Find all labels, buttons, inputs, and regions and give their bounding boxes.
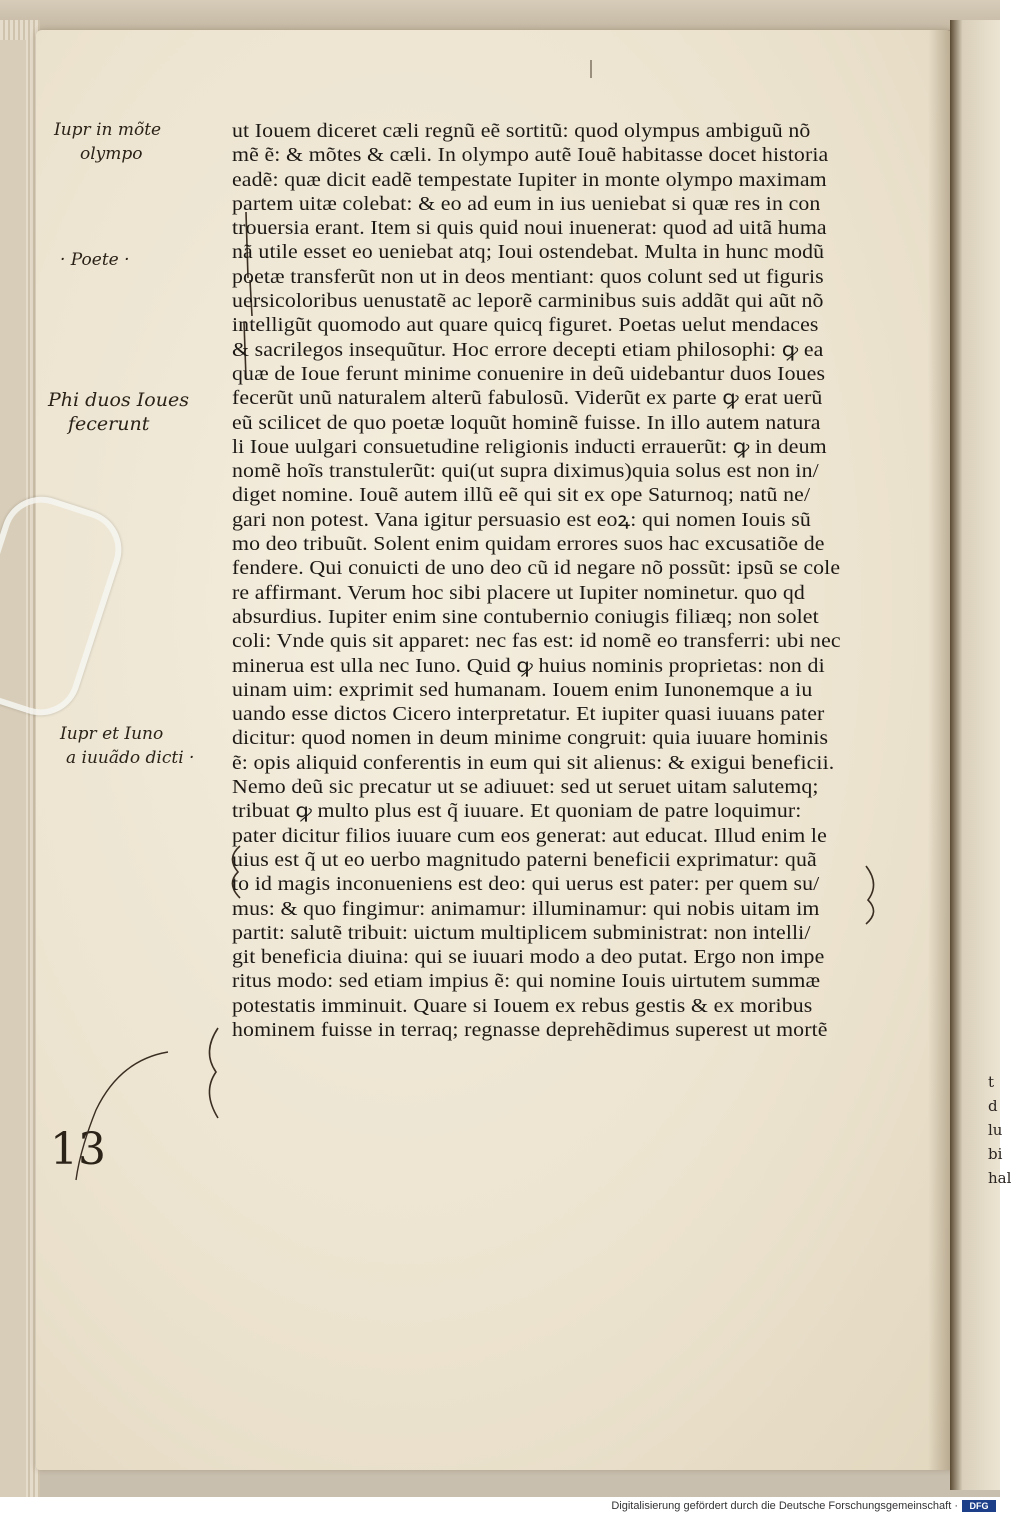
text-line: re affirmant. Verum hoc sibi placere ut Iupiter nominetur. quo qd: [232, 582, 805, 604]
marginal-note-number: 13: [50, 1124, 106, 1175]
text-line: git beneficia diuina: qui se iuuari modo a deo putat. Ergo non impe: [232, 947, 825, 969]
text-line: eadẽ: quæ dicit eadẽ tempestate Iupiter in monte olympo maximam: [232, 169, 827, 191]
text-line: trouersia erant. Item si quis quid noui inuenerat: quod ad uitã huma: [232, 218, 827, 240]
text-line: nomẽ hoĩs transtulerũt: qui(ut supra diximus)quia solus est non in/: [232, 461, 819, 483]
footer-credit: Digitalisierung gefördert durch die Deutsche Forschungsgemeinschaft ·: [611, 1500, 958, 1512]
text-line: uando esse dictos Cicero interpretatur. Et iupiter quasi iuuans pater: [232, 704, 825, 726]
bracket-left-5: [209, 1028, 218, 1118]
text-line: tribuat ꝙ multo plus est q̃ iuuare. Et quoniam de patre loquimur:: [232, 801, 802, 823]
note-line: olympo: [80, 144, 143, 164]
flourish-stroke: [76, 1052, 168, 1180]
text-line: ẽ: opis aliquid conferentis in eum qui sit alienus: & exigui beneficii.: [232, 752, 835, 774]
marginal-note-poete: · Poete ·: [60, 250, 130, 270]
text-line: mo deo tribuũt. Solent enim quidam errores suos hac excusatiõe de: [232, 534, 825, 556]
text-line: potestatis imminuit. Quare si Iouem ex rebus gestis & ex moribus: [232, 995, 813, 1017]
text-line: fendere. Qui conuicti de uno deo cũ id negare nõ possũt: ipsũ se cole: [232, 558, 841, 580]
text-line: uinam uim: exprimit sed humanam. Iouem enim Iunonemque a iu: [232, 679, 813, 701]
text-line: quæ de Ioue ferunt minime conuenire in deũ uidebantur duos Ioues: [232, 363, 826, 385]
facing-fragment: hal: [988, 1169, 1011, 1187]
text-line: minerua est ulla nec Iuno. Quid ꝙ huius nominis proprietas: non di: [232, 655, 825, 677]
text-line: nã utile esset eo ueniebat atq; Ioui ostendebat. Multa in hunc modũ: [232, 242, 825, 264]
text-line: poetæ transferũt non ut in deos mentiant: quos colunt sed ut figuris: [232, 266, 824, 288]
text-line: Nemo deũ sic precatur ut se adiuuet: sed ut seruet uitam salutemq;: [232, 777, 819, 799]
main-text-block: [232, 120, 862, 1043]
text-line: ut Iouem diceret cæli regnũ eẽ sortitũ: quod olympus ambiguũ nõ: [232, 121, 811, 142]
note-line: a iuuãdo dicti ·: [66, 748, 195, 768]
text-line: dicitur: quod nomen in deum minime congruit: quia iuuare hominis: [232, 728, 829, 750]
text-line: gari non potest. Vana igitur persuasio est eoꝝ: qui nomen Iouis sũ: [232, 509, 811, 531]
note-line: Iupr in mõte: [54, 120, 162, 140]
text-line: diget nomine. Iouẽ autem illũ eẽ qui sit ex ope Saturnoq; natũ ne/: [232, 485, 811, 507]
text-line: fecerũt unũ naturalem alterũ fabulosũ. Viderũt ex parte ꝙ erat uerũ: [232, 388, 823, 410]
text-line: absurdius. Iupiter enim sine contubernio coniugis filiæq; non solet: [232, 606, 819, 628]
text-line: mẽ ẽ: & mõtes & cæli. In olympo autẽ Iouẽ habitasse docet historia: [232, 145, 829, 167]
text-line: & sacrilegos insequũtur. Hoc errore decepti etiam philosophi: ꝙ ea: [232, 339, 824, 361]
note-line: Phi duos Ioues: [48, 389, 189, 411]
facing-fragment: t: [988, 1073, 995, 1091]
bracket-right-1: [866, 866, 874, 924]
text-line: intelligũt quomodo aut quare quicq figuret. Poetas uelut mendaces: [232, 315, 819, 337]
text-line: li Ioue uulgari consuetudine religionis inducti errauerũt: ꝙ in deum: [232, 436, 827, 458]
text-line: mus: & quo fingimur: animamur: illuminamur: qui nobis uitam im: [232, 898, 820, 920]
facing-fragment: lu: [988, 1121, 1003, 1139]
text-line: partem uitæ colebat: & eo ad eum in ius ueniebat si quæ res in con: [232, 193, 821, 215]
text-line: ritus modo: sed etiam impius ẽ: qui nomine Iouis uirtutem summæ: [232, 971, 821, 993]
note-line: fecerunt: [68, 413, 150, 435]
text-line: uius est q̃ ut eo uerbo magnitudo paterni beneficii exprimatur: quã: [232, 849, 817, 871]
text-line: pater dicitur filios iuuare cum eos generat: aut educat. Illud enim le: [232, 825, 827, 847]
note-line: Iupr et Iuno: [60, 724, 164, 744]
facing-fragment: d: [988, 1097, 998, 1115]
text-line: partit: salutẽ tribuit: uictum multiplicem subministrat: non intelli/: [232, 922, 811, 944]
facing-fragment: bi: [988, 1145, 1003, 1163]
text-line: to id magis inconueniens est deo: qui uerus est pater: per quem su/: [232, 874, 820, 896]
dfg-logo-icon[interactable]: DFG: [962, 1500, 996, 1512]
text-line: hominem fuisse in terraq; regnasse deprehẽdimus superest ut mortẽ: [232, 1019, 828, 1041]
text-line: eũ scilicet de quo poetæ loquũt hominẽ fuisse. In illo autem natura: [232, 412, 821, 434]
text-line: coli: Vnde quis sit apparet: nec fas est: id nomẽ eo transferri: ubi nec: [232, 631, 841, 653]
text-line: uersicoloribus uenustatẽ ac leporẽ carminibus suis addãt qui aũt nõ: [232, 291, 824, 313]
